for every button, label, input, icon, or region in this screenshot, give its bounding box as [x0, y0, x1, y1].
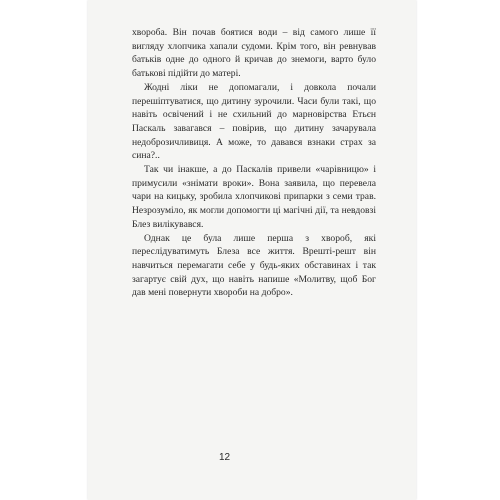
paragraph-2: Жодні ліки не допомагали, і довкола почали перешіптуватися, що дитину зурочили. Часи були такі, що навіть освічений і не схильний до марновірства Етьєн Паскаль завагався – повірив, що дитину зачарувала недоброзичливиця. А може, то давався взнаки страх за сина?..: [132, 81, 376, 162]
page-number: 12: [219, 452, 231, 463]
paragraph-1: хвороба. Він почав боятися води – від самого лише її вигляду хлопчика хапали судоми. Крім того, він ревнував батьків одне до одного й кричав до знемоги, варто було батькові підійти до матері.: [132, 27, 376, 80]
body-text: [132, 26, 376, 300]
paragraph-3: Так чи інакше, а до Паскалів привели «чарівницю» і примусили «знімати вроки». Вона заявила, що перевела чари на кицьку, зробила хлопчикові припарки з семи трав. Незрозуміло, як могли допомогти ці магічні дії, та невдовзі Блез вилікувався.: [132, 164, 376, 230]
paragraph-4: Однак це була лише перша з хвороб, які переслідуватимуть Блеза все життя. Врешті-решт він навчиться перемагати себе у будь-яких обставинах і так загартує свій дух, що навіть напише «Молитву, щоб Бог дав мені повернути хвороби на добро».: [132, 232, 376, 299]
book-page: [88, 0, 416, 500]
